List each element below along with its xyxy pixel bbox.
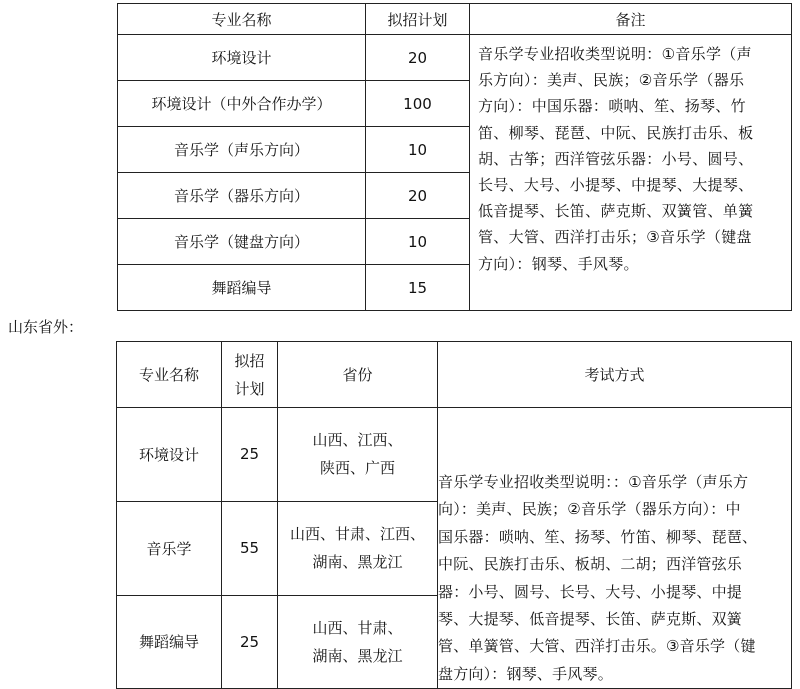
exam-line: 向）：美声、民族；②音乐学（器乐方向）：中 <box>438 500 741 519</box>
province-cell <box>278 408 438 502</box>
province-line: 山西、江西、 <box>312 431 403 450</box>
plan-cell: 20 <box>366 173 470 219</box>
header-plan-line: 拟招 <box>234 351 265 370</box>
note-line: 胡、古筝；西洋管弦乐器：小号、圆号、 <box>478 149 754 168</box>
plan-cell: 25 <box>222 408 278 502</box>
plan-cell: 15 <box>366 265 470 311</box>
note-line: 方向）：中国乐器：唢呐、笙、扬琴、竹 <box>478 97 746 116</box>
major-cell: 环境设计 <box>118 35 366 81</box>
province-line: 陕西、广西 <box>319 459 395 478</box>
exam-line: 器：小号、圆号、长号、大号、小提琴、中提 <box>438 582 743 601</box>
province-line: 湖南、黑龙江 <box>312 646 403 665</box>
header-note: 备注 <box>470 4 792 35</box>
table-header-row <box>118 4 792 35</box>
note-line: 低音提琴、长笛、萨克斯、双簧管、单簧 <box>478 202 754 221</box>
plan-cell: 10 <box>366 127 470 173</box>
note-cell <box>470 35 792 311</box>
province-cell <box>278 595 438 689</box>
major-cell: 舞蹈编导 <box>117 595 222 689</box>
header-major: 专业名称 <box>117 342 222 408</box>
table-row <box>117 408 792 502</box>
plan-cell: 20 <box>366 35 470 81</box>
note-line: 长号、大号、小提琴、中提琴、大提琴、 <box>478 176 754 195</box>
exam-line: 管、单簧管、大管、西洋打击乐。③音乐学（键 <box>438 637 756 656</box>
note-line: 方向）：钢琴、手风琴。 <box>478 254 639 273</box>
note-line: 笛、柳琴、琵琶、中阮、民族打击乐、板 <box>478 123 754 142</box>
exam-line: 音乐学专业招收类型说明：：①音乐学（声乐方 <box>438 473 749 491</box>
major-cell: 音乐学（声乐方向） <box>118 127 366 173</box>
note-line: 乐方向）：美声、民族；②音乐学（器乐 <box>478 71 745 90</box>
enrollment-table-shandong <box>117 3 792 311</box>
header-exam: 考试方式 <box>438 342 792 408</box>
note-line: 管、大管、西洋打击乐；③音乐学（键盘 <box>478 228 752 247</box>
header-plan: 拟招计划 <box>366 4 470 35</box>
header-plan-line: 计划 <box>234 379 265 398</box>
exam-line: 中阮、民族打击乐、板胡、二胡；西洋管弦乐 <box>438 555 743 574</box>
header-province: 省份 <box>278 342 438 408</box>
major-cell: 音乐学（器乐方向） <box>118 173 366 219</box>
plan-cell: 25 <box>222 595 278 689</box>
exam-line: 盘方向）：钢琴、手风琴。 <box>438 664 613 683</box>
major-cell: 音乐学 <box>117 501 222 595</box>
table-header-row <box>117 342 792 408</box>
note-line: 音乐学专业招收类型说明：①音乐学（声 <box>478 45 752 63</box>
province-line: 山西、甘肃、 <box>312 618 403 637</box>
enrollment-table-outside-shandong <box>116 341 792 689</box>
exam-cell <box>438 408 792 689</box>
table-row <box>118 35 792 81</box>
major-cell: 环境设计 <box>117 408 222 502</box>
province-line: 山西、甘肃、江西、 <box>289 525 425 544</box>
header-major: 专业名称 <box>118 4 366 35</box>
plan-cell: 10 <box>366 219 470 265</box>
plan-cell: 55 <box>222 501 278 595</box>
exam-line: 琴、大提琴、低音提琴、长笛、萨克斯、双簧 <box>438 610 743 629</box>
plan-cell: 100 <box>366 81 470 127</box>
major-cell: 环境设计（中外合作办学） <box>118 81 366 127</box>
exam-line: 国乐器：唢呐、笙、扬琴、竹笛、柳琴、琵琶、 <box>438 527 758 546</box>
header-plan <box>222 342 278 408</box>
section-label: 山东省外： <box>8 318 84 336</box>
province-cell <box>278 501 438 595</box>
major-cell: 音乐学（键盘方向） <box>118 219 366 265</box>
major-cell: 舞蹈编导 <box>118 265 366 311</box>
province-line: 湖南、黑龙江 <box>312 553 403 572</box>
